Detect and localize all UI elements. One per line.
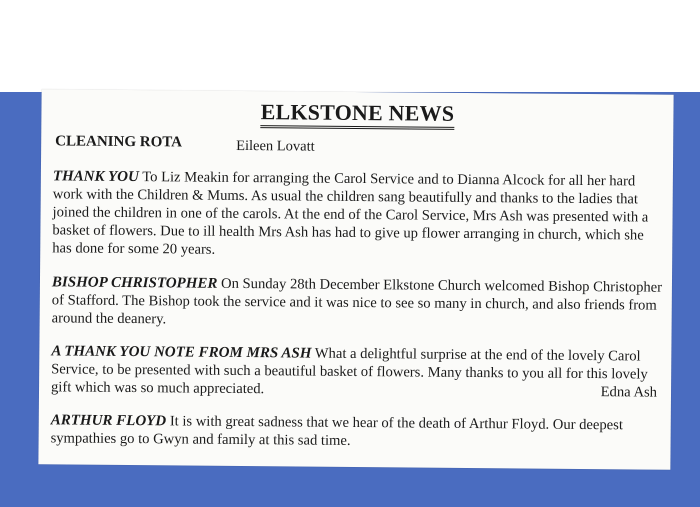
section-text: To Liz Meakin for arranging the Carol Service and to Dianna Alcock for all her hard work with the Children & Mums. As usual the children sang beautifully and thanks to the ladies that joined the children in one of the carols. At the end of the Carol Service, Mrs Ash was presented with a basket of flowers. Due to ill health Mrs Ash has had to give up flower arranging in church, which she has done for some 20 years.: [52, 169, 649, 258]
title-text: ELKSTONE NEWS: [261, 100, 455, 130]
section-text: What a delightful surprise at the end of the lovely Carol Service, to be presented with such a beautiful basket of flowers. Many thanks to you all for this lovely gift which was so much appreciated.: [50, 345, 648, 398]
section-heading: A THANK YOU NOTE FROM MRS ASH: [51, 343, 312, 362]
section-heading: BISHOP CHRISTOPHER: [51, 274, 218, 292]
arthur-floyd-section: [51, 411, 663, 452]
newsletter-clipping: [38, 89, 673, 470]
thank-you-section: [52, 167, 665, 262]
section-heading: THANK YOU: [52, 168, 139, 186]
cleaning-rota-name: Eileen Lovatt: [236, 137, 315, 155]
section-heading: ARTHUR FLOYD: [50, 412, 167, 430]
cleaning-rota-label: CLEANING ROTA: [55, 133, 183, 151]
newsletter-title: [41, 97, 673, 132]
section-text: On Sunday 28th December Elkstone Church welcomed Bishop Christopher of Stafford. The Bishop took the service and it was nice to see so many in church, and also friends from around the deanery.: [51, 275, 663, 328]
signature: Edna Ash: [600, 384, 658, 401]
bishop-christopher-section: [52, 273, 664, 332]
section-text: It is with great sadness that we hear of the death of Arthur Floyd. Our deepest sympathies go to Gwyn and family at this sad time.: [50, 413, 624, 449]
mrs-ash-note-section: [51, 342, 663, 401]
